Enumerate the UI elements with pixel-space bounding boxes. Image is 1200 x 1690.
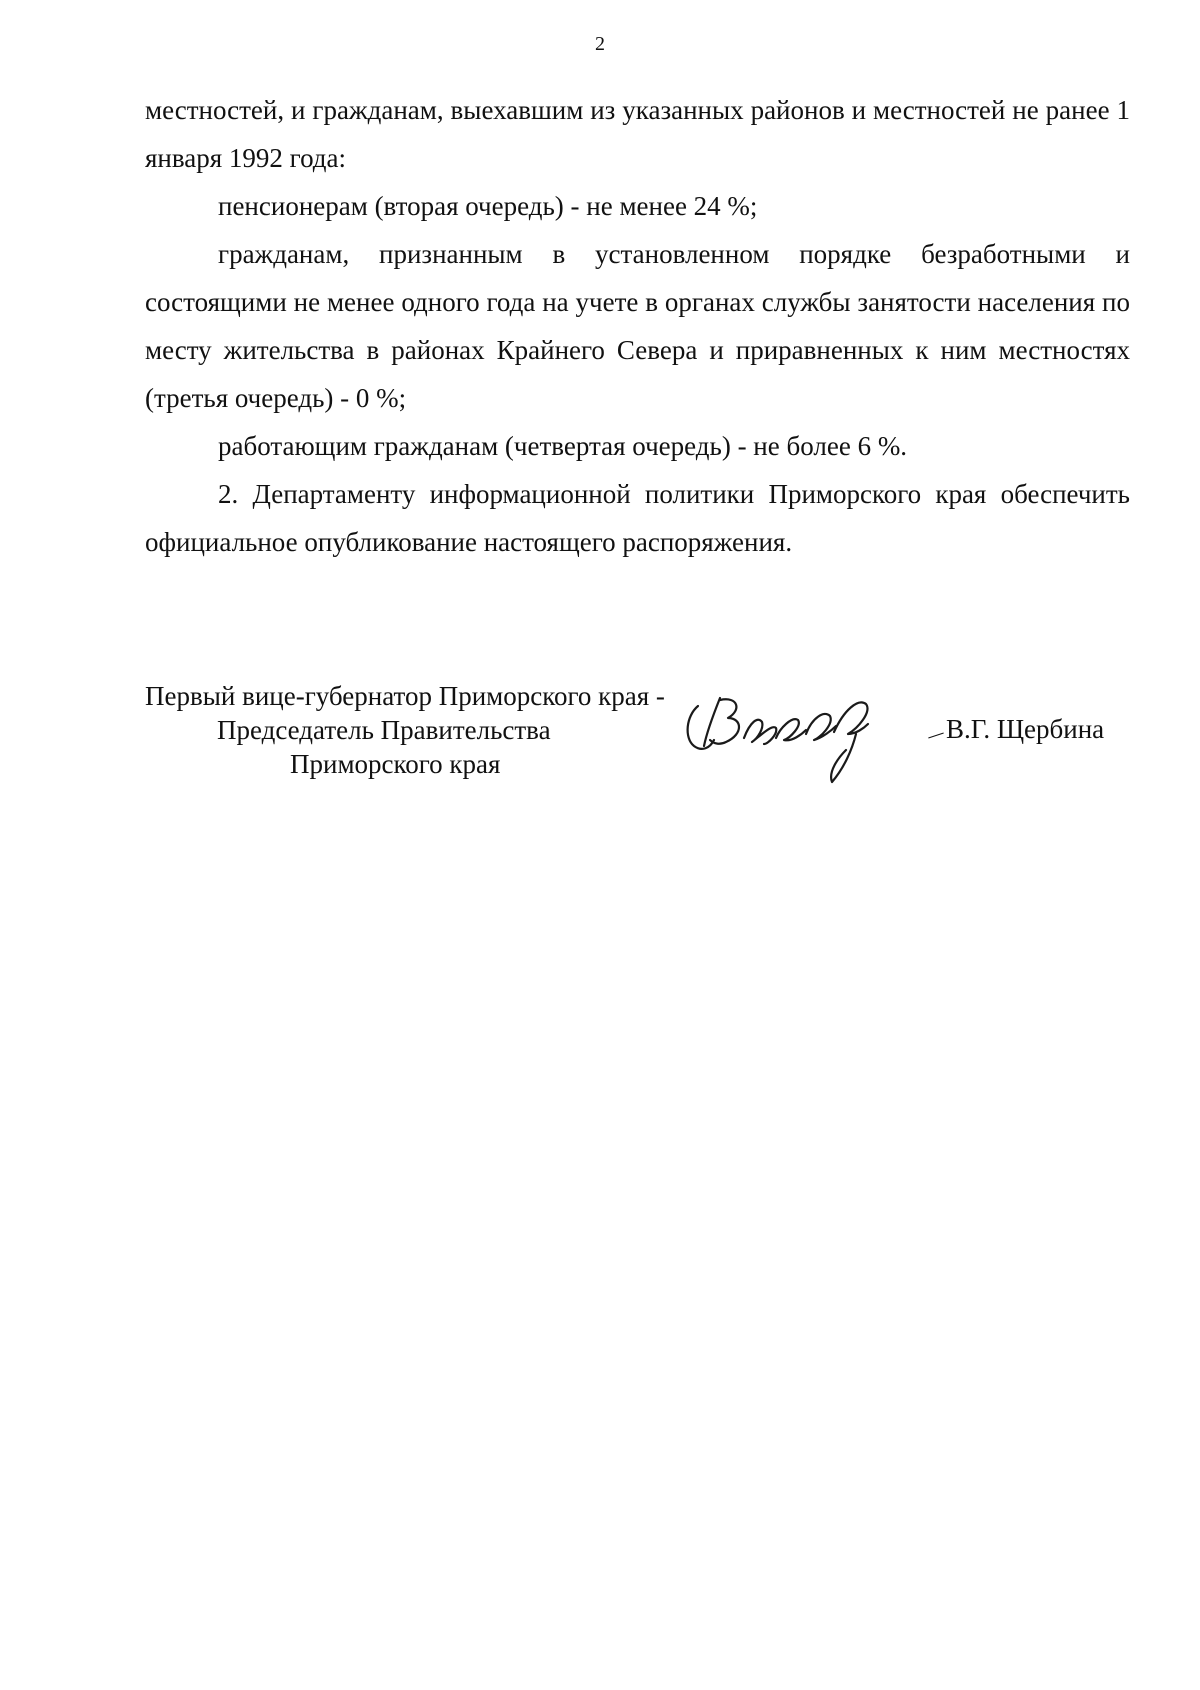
signatory-title-line-2: Председатель Правительства [217,715,551,745]
paragraph-working: работающим гражданам (четвертая очередь) - не более 6 %. [218,431,908,461]
handwritten-signature [680,688,890,788]
signatory-title-line-1: Первый вице-губернатор Приморского края - [145,681,665,711]
page-number: 2 [595,33,605,55]
signatory-title-line-3: Приморского края [290,749,501,779]
signatory-name [928,714,1104,745]
signature-line [928,733,944,739]
paragraph-item-2: 2. Департаменту информационной политики Приморского края обеспечить официальное опубликование настоящего распоряжения. [145,479,1130,557]
signatory-name-text: В.Г. Щербина [946,714,1105,744]
paragraph-unemployed: гражданам, признанным в установленном порядке безработными и состоящими не менее одного года на учете в органах службы занятости населения по месту жительства в районах Крайнего Севера и приравненных к ним местностях (третья очередь) - 0 %; [145,239,1130,413]
document-body [145,86,1130,566]
paragraph-pensioners: пенсионерам (вторая очередь) - не менее 24 %; [218,191,758,221]
paragraph-continuation: местностей, и гражданам, выехавшим из указанных районов и местностей не ранее 1 января 1992 года: [145,95,1130,173]
